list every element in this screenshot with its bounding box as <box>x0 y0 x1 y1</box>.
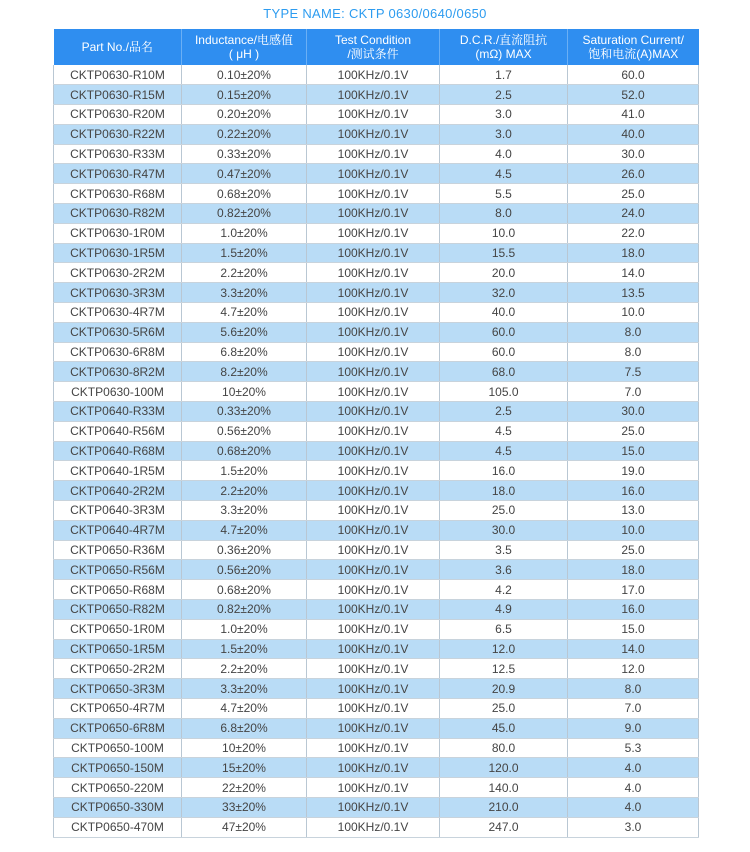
cell-inductance: 0.56±20% <box>182 560 307 580</box>
cell-inductance: 6.8±20% <box>182 342 307 362</box>
header-unit: (mΩ) MAX <box>475 47 532 61</box>
cell-test-condition: 100KHz/0.1V <box>307 738 440 758</box>
cell-test-condition: 100KHz/0.1V <box>307 817 440 837</box>
cell-saturation-current: 14.0 <box>568 639 699 659</box>
cell-saturation-current: 7.5 <box>568 362 699 382</box>
header-unit: ( μH ) <box>228 47 260 61</box>
table-row <box>54 738 699 758</box>
table-row <box>54 421 699 441</box>
header-label: D.C.R./直流阻抗 <box>459 33 548 47</box>
cell-test-condition: 100KHz/0.1V <box>307 699 440 719</box>
cell-part-no: CKTP0650-150M <box>54 758 182 778</box>
cell-dcr: 10.0 <box>440 223 568 243</box>
cell-part-no: CKTP0650-R36M <box>54 540 182 560</box>
cell-test-condition: 100KHz/0.1V <box>307 580 440 600</box>
cell-dcr: 12.5 <box>440 659 568 679</box>
cell-dcr: 4.2 <box>440 580 568 600</box>
table-row <box>54 619 699 639</box>
table-row <box>54 580 699 600</box>
cell-test-condition: 100KHz/0.1V <box>307 243 440 263</box>
cell-inductance: 0.33±20% <box>182 402 307 422</box>
table-row <box>54 105 699 125</box>
cell-inductance: 5.6±20% <box>182 322 307 342</box>
table-row <box>54 778 699 798</box>
cell-inductance: 0.68±20% <box>182 184 307 204</box>
cell-part-no: CKTP0650-3R3M <box>54 679 182 699</box>
table-row <box>54 263 699 283</box>
cell-test-condition: 100KHz/0.1V <box>307 105 440 125</box>
cell-part-no: CKTP0630-1R0M <box>54 223 182 243</box>
table-row <box>54 797 699 817</box>
cell-saturation-current: 22.0 <box>568 223 699 243</box>
cell-part-no: CKTP0650-100M <box>54 738 182 758</box>
cell-saturation-current: 26.0 <box>568 164 699 184</box>
cell-saturation-current: 4.0 <box>568 778 699 798</box>
cell-test-condition: 100KHz/0.1V <box>307 520 440 540</box>
table-row <box>54 144 699 164</box>
cell-dcr: 18.0 <box>440 481 568 501</box>
cell-test-condition: 100KHz/0.1V <box>307 283 440 303</box>
cell-inductance: 0.68±20% <box>182 441 307 461</box>
cell-saturation-current: 24.0 <box>568 204 699 224</box>
cell-test-condition: 100KHz/0.1V <box>307 441 440 461</box>
cell-dcr: 3.0 <box>440 105 568 125</box>
cell-inductance: 0.56±20% <box>182 421 307 441</box>
cell-inductance: 0.33±20% <box>182 144 307 164</box>
cell-inductance: 4.7±20% <box>182 699 307 719</box>
cell-dcr: 3.5 <box>440 540 568 560</box>
table-row <box>54 659 699 679</box>
cell-dcr: 4.5 <box>440 164 568 184</box>
cell-test-condition: 100KHz/0.1V <box>307 501 440 521</box>
cell-test-condition: 100KHz/0.1V <box>307 797 440 817</box>
header-row <box>54 29 699 65</box>
cell-inductance: 0.20±20% <box>182 105 307 125</box>
cell-inductance: 10±20% <box>182 382 307 402</box>
cell-inductance: 15±20% <box>182 758 307 778</box>
table-body <box>54 65 699 837</box>
table-row <box>54 184 699 204</box>
cell-dcr: 140.0 <box>440 778 568 798</box>
cell-part-no: CKTP0640-R33M <box>54 402 182 422</box>
cell-dcr: 32.0 <box>440 283 568 303</box>
cell-test-condition: 100KHz/0.1V <box>307 303 440 323</box>
header-label: Inductance/电感值 <box>194 33 294 47</box>
table-row <box>54 65 699 85</box>
cell-part-no: CKTP0650-1R0M <box>54 619 182 639</box>
cell-test-condition: 100KHz/0.1V <box>307 382 440 402</box>
cell-saturation-current: 5.3 <box>568 738 699 758</box>
cell-inductance: 3.3±20% <box>182 501 307 521</box>
cell-inductance: 2.2±20% <box>182 263 307 283</box>
cell-inductance: 4.7±20% <box>182 303 307 323</box>
table-row <box>54 600 699 620</box>
cell-part-no: CKTP0640-2R2M <box>54 481 182 501</box>
cell-test-condition: 100KHz/0.1V <box>307 619 440 639</box>
cell-dcr: 6.5 <box>440 619 568 639</box>
cell-test-condition: 100KHz/0.1V <box>307 659 440 679</box>
cell-test-condition: 100KHz/0.1V <box>307 362 440 382</box>
table-row <box>54 560 699 580</box>
cell-saturation-current: 13.0 <box>568 501 699 521</box>
table-row <box>54 283 699 303</box>
spec-table <box>53 29 699 838</box>
cell-inductance: 33±20% <box>182 797 307 817</box>
cell-dcr: 68.0 <box>440 362 568 382</box>
table-header <box>54 29 699 65</box>
cell-part-no: CKTP0630-R33M <box>54 144 182 164</box>
cell-test-condition: 100KHz/0.1V <box>307 144 440 164</box>
table-row <box>54 303 699 323</box>
cell-saturation-current: 4.0 <box>568 758 699 778</box>
cell-inductance: 6.8±20% <box>182 718 307 738</box>
cell-part-no: CKTP0650-220M <box>54 778 182 798</box>
cell-part-no: CKTP0630-5R6M <box>54 322 182 342</box>
header-inductance <box>182 29 307 65</box>
cell-saturation-current: 14.0 <box>568 263 699 283</box>
cell-dcr: 105.0 <box>440 382 568 402</box>
cell-saturation-current: 4.0 <box>568 797 699 817</box>
cell-saturation-current: 16.0 <box>568 600 699 620</box>
cell-dcr: 80.0 <box>440 738 568 758</box>
cell-dcr: 60.0 <box>440 342 568 362</box>
cell-inductance: 1.5±20% <box>182 243 307 263</box>
cell-part-no: CKTP0630-R82M <box>54 204 182 224</box>
cell-dcr: 60.0 <box>440 322 568 342</box>
cell-inductance: 22±20% <box>182 778 307 798</box>
cell-part-no: CKTP0650-R56M <box>54 560 182 580</box>
cell-inductance: 0.36±20% <box>182 540 307 560</box>
table-row <box>54 342 699 362</box>
cell-dcr: 2.5 <box>440 402 568 422</box>
cell-test-condition: 100KHz/0.1V <box>307 758 440 778</box>
cell-dcr: 25.0 <box>440 501 568 521</box>
cell-test-condition: 100KHz/0.1V <box>307 65 440 85</box>
cell-saturation-current: 16.0 <box>568 481 699 501</box>
header-part-no <box>54 29 182 65</box>
cell-test-condition: 100KHz/0.1V <box>307 322 440 342</box>
table-row <box>54 362 699 382</box>
cell-dcr: 16.0 <box>440 461 568 481</box>
cell-dcr: 30.0 <box>440 520 568 540</box>
cell-part-no: CKTP0630-2R2M <box>54 263 182 283</box>
header-saturation-current <box>568 29 699 65</box>
cell-dcr: 4.5 <box>440 441 568 461</box>
header-test-condition <box>307 29 440 65</box>
cell-inductance: 3.3±20% <box>182 283 307 303</box>
table-row <box>54 402 699 422</box>
header-label: Test Condition <box>334 33 412 47</box>
cell-saturation-current: 7.0 <box>568 699 699 719</box>
table-row <box>54 243 699 263</box>
cell-inductance: 0.10±20% <box>182 65 307 85</box>
cell-test-condition: 100KHz/0.1V <box>307 263 440 283</box>
cell-inductance: 1.0±20% <box>182 223 307 243</box>
cell-saturation-current: 30.0 <box>568 402 699 422</box>
cell-saturation-current: 17.0 <box>568 580 699 600</box>
cell-saturation-current: 41.0 <box>568 105 699 125</box>
table-row <box>54 520 699 540</box>
cell-saturation-current: 8.0 <box>568 342 699 362</box>
table-row <box>54 679 699 699</box>
cell-dcr: 20.9 <box>440 679 568 699</box>
cell-test-condition: 100KHz/0.1V <box>307 560 440 580</box>
cell-saturation-current: 25.0 <box>568 540 699 560</box>
cell-dcr: 12.0 <box>440 639 568 659</box>
table-row <box>54 164 699 184</box>
cell-part-no: CKTP0640-R68M <box>54 441 182 461</box>
cell-inductance: 0.68±20% <box>182 580 307 600</box>
cell-inductance: 1.0±20% <box>182 619 307 639</box>
cell-saturation-current: 12.0 <box>568 659 699 679</box>
cell-part-no: CKTP0630-6R8M <box>54 342 182 362</box>
header-label-cn: /测试条件 <box>347 47 399 61</box>
cell-test-condition: 100KHz/0.1V <box>307 342 440 362</box>
cell-test-condition: 100KHz/0.1V <box>307 718 440 738</box>
cell-inductance: 0.82±20% <box>182 204 307 224</box>
cell-part-no: CKTP0630-R15M <box>54 85 182 105</box>
cell-dcr: 3.0 <box>440 124 568 144</box>
cell-test-condition: 100KHz/0.1V <box>307 461 440 481</box>
cell-inductance: 10±20% <box>182 738 307 758</box>
table-row <box>54 441 699 461</box>
cell-test-condition: 100KHz/0.1V <box>307 164 440 184</box>
cell-dcr: 120.0 <box>440 758 568 778</box>
cell-part-no: CKTP0630-R10M <box>54 65 182 85</box>
cell-saturation-current: 15.0 <box>568 441 699 461</box>
cell-inductance: 1.5±20% <box>182 461 307 481</box>
cell-saturation-current: 13.5 <box>568 283 699 303</box>
cell-dcr: 1.7 <box>440 65 568 85</box>
cell-dcr: 2.5 <box>440 85 568 105</box>
cell-part-no: CKTP0640-3R3M <box>54 501 182 521</box>
cell-dcr: 4.0 <box>440 144 568 164</box>
cell-part-no: CKTP0630-8R2M <box>54 362 182 382</box>
table-row <box>54 501 699 521</box>
cell-test-condition: 100KHz/0.1V <box>307 481 440 501</box>
header-label: Saturation Current/ <box>582 33 684 47</box>
table-row <box>54 817 699 837</box>
cell-dcr: 20.0 <box>440 263 568 283</box>
cell-test-condition: 100KHz/0.1V <box>307 778 440 798</box>
cell-saturation-current: 9.0 <box>568 718 699 738</box>
table-row <box>54 481 699 501</box>
table-row <box>54 758 699 778</box>
table-row <box>54 204 699 224</box>
cell-saturation-current: 8.0 <box>568 322 699 342</box>
table-row <box>54 85 699 105</box>
table-row <box>54 718 699 738</box>
cell-part-no: CKTP0630-1R5M <box>54 243 182 263</box>
page-title: TYPE NAME: CKTP 0630/0640/0650 <box>263 6 487 21</box>
cell-saturation-current: 8.0 <box>568 679 699 699</box>
cell-dcr: 210.0 <box>440 797 568 817</box>
cell-dcr: 3.6 <box>440 560 568 580</box>
cell-test-condition: 100KHz/0.1V <box>307 85 440 105</box>
table-row <box>54 540 699 560</box>
cell-part-no: CKTP0650-R68M <box>54 580 182 600</box>
cell-part-no: CKTP0630-100M <box>54 382 182 402</box>
cell-inductance: 4.7±20% <box>182 520 307 540</box>
cell-saturation-current: 25.0 <box>568 184 699 204</box>
header-unit: 饱和电流(A)MAX <box>588 47 679 61</box>
cell-inductance: 0.47±20% <box>182 164 307 184</box>
cell-saturation-current: 30.0 <box>568 144 699 164</box>
cell-dcr: 25.0 <box>440 699 568 719</box>
header-dcr <box>440 29 568 65</box>
cell-test-condition: 100KHz/0.1V <box>307 223 440 243</box>
cell-inductance: 0.22±20% <box>182 124 307 144</box>
table-row <box>54 461 699 481</box>
cell-saturation-current: 10.0 <box>568 520 699 540</box>
cell-inductance: 3.3±20% <box>182 679 307 699</box>
cell-test-condition: 100KHz/0.1V <box>307 402 440 422</box>
cell-inductance: 0.82±20% <box>182 600 307 620</box>
table-row <box>54 322 699 342</box>
cell-inductance: 1.5±20% <box>182 639 307 659</box>
cell-part-no: CKTP0640-R56M <box>54 421 182 441</box>
cell-part-no: CKTP0640-4R7M <box>54 520 182 540</box>
cell-test-condition: 100KHz/0.1V <box>307 204 440 224</box>
cell-dcr: 15.5 <box>440 243 568 263</box>
cell-inductance: 8.2±20% <box>182 362 307 382</box>
cell-inductance: 2.2±20% <box>182 659 307 679</box>
table-row <box>54 382 699 402</box>
cell-saturation-current: 10.0 <box>568 303 699 323</box>
cell-test-condition: 100KHz/0.1V <box>307 540 440 560</box>
header-label: Part No./品名 <box>81 40 153 54</box>
cell-part-no: CKTP0630-R47M <box>54 164 182 184</box>
cell-test-condition: 100KHz/0.1V <box>307 600 440 620</box>
cell-saturation-current: 19.0 <box>568 461 699 481</box>
cell-dcr: 247.0 <box>440 817 568 837</box>
cell-saturation-current: 40.0 <box>568 124 699 144</box>
cell-part-no: CKTP0630-3R3M <box>54 283 182 303</box>
cell-saturation-current: 52.0 <box>568 85 699 105</box>
table-row <box>54 124 699 144</box>
cell-part-no: CKTP0630-R68M <box>54 184 182 204</box>
cell-test-condition: 100KHz/0.1V <box>307 184 440 204</box>
table-row <box>54 699 699 719</box>
cell-test-condition: 100KHz/0.1V <box>307 679 440 699</box>
cell-saturation-current: 3.0 <box>568 817 699 837</box>
cell-dcr: 45.0 <box>440 718 568 738</box>
cell-part-no: CKTP0630-R20M <box>54 105 182 125</box>
cell-part-no: CKTP0630-R22M <box>54 124 182 144</box>
table-row <box>54 639 699 659</box>
cell-test-condition: 100KHz/0.1V <box>307 124 440 144</box>
cell-part-no: CKTP0650-330M <box>54 797 182 817</box>
cell-inductance: 47±20% <box>182 817 307 837</box>
cell-inductance: 0.15±20% <box>182 85 307 105</box>
cell-part-no: CKTP0640-1R5M <box>54 461 182 481</box>
cell-dcr: 5.5 <box>440 184 568 204</box>
cell-saturation-current: 18.0 <box>568 560 699 580</box>
cell-dcr: 8.0 <box>440 204 568 224</box>
cell-part-no: CKTP0650-6R8M <box>54 718 182 738</box>
cell-dcr: 4.5 <box>440 421 568 441</box>
cell-part-no: CKTP0650-1R5M <box>54 639 182 659</box>
cell-inductance: 2.2±20% <box>182 481 307 501</box>
cell-part-no: CKTP0650-4R7M <box>54 699 182 719</box>
cell-dcr: 4.9 <box>440 600 568 620</box>
cell-part-no: CKTP0630-4R7M <box>54 303 182 323</box>
cell-saturation-current: 15.0 <box>568 619 699 639</box>
cell-saturation-current: 60.0 <box>568 65 699 85</box>
cell-test-condition: 100KHz/0.1V <box>307 639 440 659</box>
table-row <box>54 223 699 243</box>
cell-saturation-current: 25.0 <box>568 421 699 441</box>
cell-dcr: 40.0 <box>440 303 568 323</box>
cell-part-no: CKTP0650-2R2M <box>54 659 182 679</box>
cell-part-no: CKTP0650-R82M <box>54 600 182 620</box>
cell-part-no: CKTP0650-470M <box>54 817 182 837</box>
cell-saturation-current: 18.0 <box>568 243 699 263</box>
cell-saturation-current: 7.0 <box>568 382 699 402</box>
cell-test-condition: 100KHz/0.1V <box>307 421 440 441</box>
